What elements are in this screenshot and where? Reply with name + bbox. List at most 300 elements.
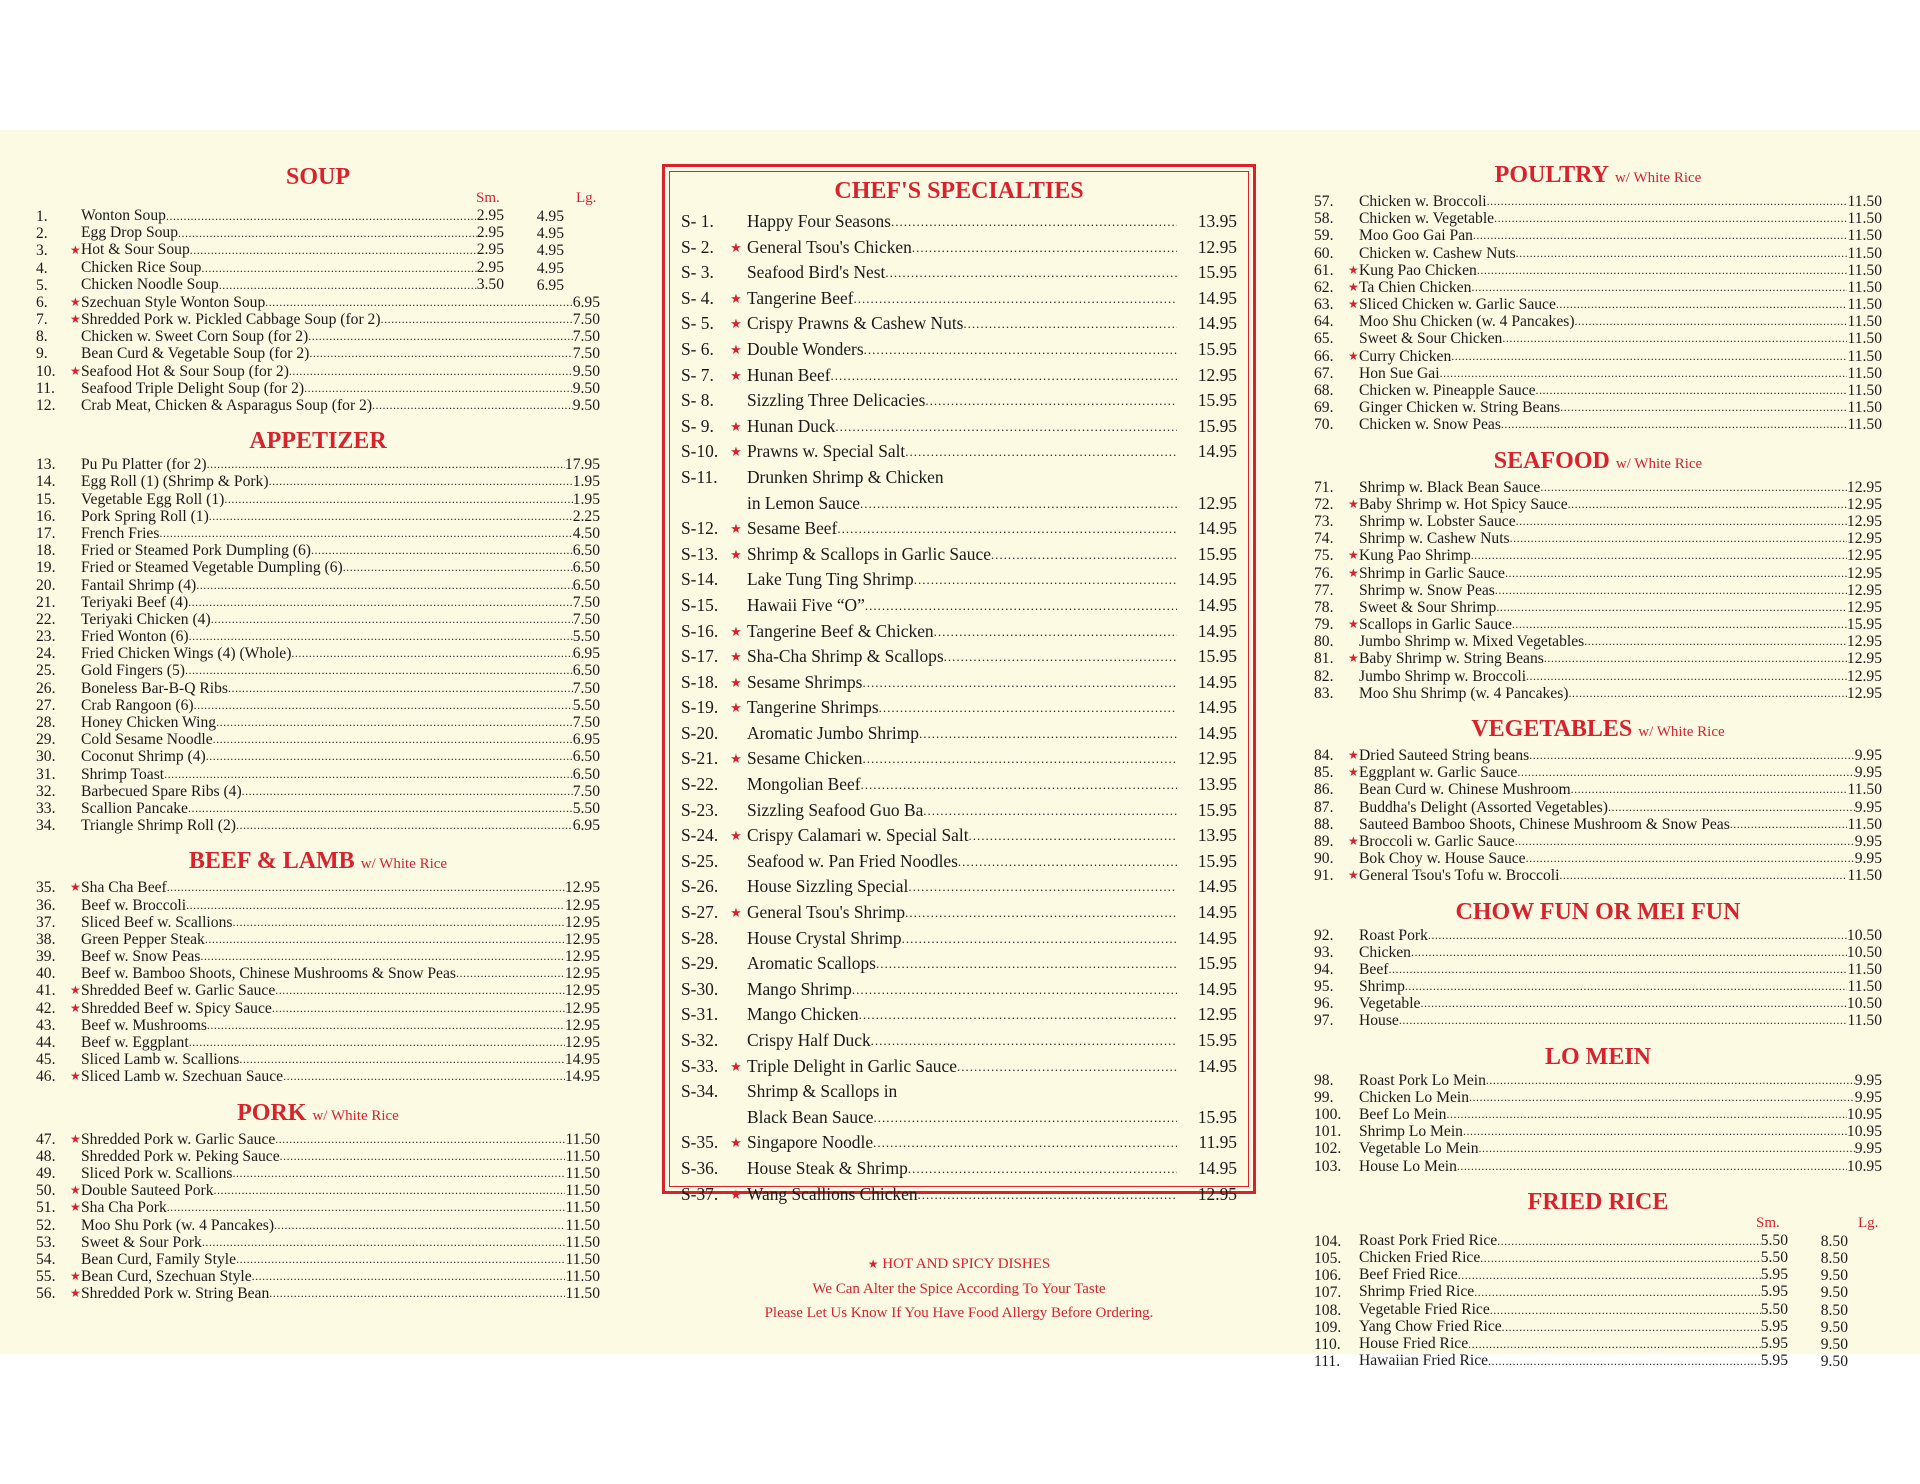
item-number: 54. [36,1250,56,1268]
item-price-small: 5.50 [1760,1248,1788,1266]
specialty-item [681,542,1237,568]
leader-dots [214,1181,566,1199]
specialty-name: Sesame Shrimps [747,671,863,692]
menu-item [1314,1302,1882,1319]
menu-item [1314,995,1882,1012]
item-number: 4. [36,259,48,277]
item-name: Fried or Steamed Pork Dumpling (6) [81,542,311,560]
spicy-star-icon: ★ [1348,496,1359,511]
spicy-star-icon: ★ [730,341,742,357]
item-price-large: 9.50 [1820,1267,1848,1285]
leader-dots [207,455,565,473]
fried-rice-title: FRIED RICE [1527,1188,1669,1215]
leader-dots [211,610,573,628]
item-price: 6.95 [572,731,600,749]
menu-item [1314,416,1882,433]
leader-dots [283,1067,565,1085]
leader-dots [304,379,573,397]
menu-item [1314,331,1882,348]
specialty-name: Crispy Half Duck [747,1030,871,1050]
item-price: 11.50 [1847,192,1882,210]
leader-dots [1536,381,1848,399]
menu-item [36,783,600,800]
leader-dots [213,730,573,748]
leader-dots [196,576,572,594]
item-price: 9.95 [1854,798,1882,816]
menu-item [36,294,600,311]
item-price: 10.50 [1846,926,1882,944]
poultry-list [1314,193,1882,434]
menu-item [1314,296,1882,313]
menu-item [36,473,600,490]
menu-item [1314,850,1882,867]
menu-item [1314,651,1882,668]
item-number: 44. [36,1034,56,1052]
leader-dots [1469,1088,1855,1106]
menu-item [1314,867,1882,884]
specialty-price: 14.95 [1197,287,1237,308]
specialty-item [681,363,1237,389]
menu-item [36,817,600,834]
item-name: Honey Chicken Wing [81,714,217,732]
item-price: 12.95 [1846,564,1882,582]
specialty-code: S-15. [681,594,719,615]
soup-sm-label: Sm. [476,190,500,206]
specialty-price: 15.95 [1197,1030,1237,1050]
item-price-large: 4.95 [536,242,564,260]
item-name: House Fried Rice [1359,1334,1469,1352]
menu-item [1314,927,1882,944]
specialty-name: Aromatic Jumbo Shrimp [747,722,919,743]
specialty-price: 13.95 [1197,825,1237,846]
item-number: 38. [36,930,56,948]
item-price: 12.95 [1846,512,1882,530]
item-price: 11.50 [1847,227,1882,245]
menu-item [36,380,600,397]
menu-item [36,680,600,697]
item-name: Shrimp w. Lobster Sauce [1359,512,1516,530]
leader-dots [1502,1318,1761,1336]
appetizer-title: APPETIZER [249,428,387,455]
item-price: 11.50 [1847,278,1882,296]
menu-item [36,525,600,542]
specialty-name: Hunan Beef [747,364,831,385]
item-price-small: 2.95 [476,224,504,242]
specialty-item [681,337,1237,363]
specialty-item [681,286,1237,312]
specialty-item [681,721,1237,747]
item-number: 103. [1314,1157,1342,1175]
item-number: 15. [36,490,56,508]
menu-item [1314,816,1882,833]
menu-item [1314,399,1882,416]
item-name: Szechuan Style Wonton Soup [81,293,266,311]
spicy-star-icon: ★ [730,700,742,716]
item-number: 26. [36,679,56,697]
menu-item [1314,210,1882,227]
menu-item [36,1034,600,1051]
specialty-code: S-32. [681,1030,719,1050]
specialty-item [681,260,1237,286]
item-price: 9.95 [1854,1088,1882,1106]
item-number: 14. [36,473,56,491]
item-price: 10.50 [1846,943,1882,961]
leader-dots [1568,495,1847,513]
beef-lamb-title: BEEF & LAMB w/ White Rice [188,848,448,875]
leader-dots [1501,415,1848,433]
menu-item [36,645,600,662]
item-number: 111. [1314,1353,1341,1371]
item-number: 102. [1314,1140,1342,1158]
item-name: Sliced Pork w. Scallions [81,1164,233,1182]
leader-dots [1468,1335,1761,1353]
item-price: 12.95 [1846,667,1882,685]
leader-dots [1556,295,1848,313]
item-name: Ginger Chicken w. String Beans [1359,399,1561,417]
item-price: 12.95 [564,965,600,983]
menu-item [1314,245,1882,262]
item-price: 12.95 [564,913,600,931]
item-number: 58. [1314,210,1334,228]
specialty-item [681,670,1237,696]
leader-dots [269,1284,565,1302]
item-price: 11.50 [565,1233,600,1251]
item-price: 9.95 [1854,747,1882,765]
right-column [1314,130,1882,1370]
spicy-star-icon: ★ [70,243,81,258]
item-number: 61. [1314,261,1334,279]
menu-item [36,879,600,896]
item-price: 11.50 [565,1182,600,1200]
chow-fun-section [1314,897,1882,1030]
leader-dots [958,848,1177,875]
leader-dots [1463,1122,1847,1140]
spicy-star-icon: ★ [1348,297,1359,312]
leader-dots [1575,312,1848,330]
spicy-star-icon: ★ [730,418,742,434]
leader-dots [166,207,477,225]
specialty-price: 14.95 [1197,313,1237,334]
item-number: 60. [1314,244,1334,262]
menu-item [36,1165,600,1182]
spicy-star-icon: ★ [70,1183,81,1198]
leader-dots [456,964,565,982]
item-price: 17.95 [564,456,600,474]
leader-dots [1490,1301,1761,1319]
leader-dots [189,1033,565,1051]
specialty-price: 14.95 [1197,671,1237,692]
specialty-item [681,235,1237,261]
leader-dots [919,720,1177,747]
specialty-price: 15.95 [1197,415,1237,436]
item-number: 22. [36,610,56,628]
leader-dots [918,1181,1177,1208]
menu-item [36,1268,600,1285]
specialty-code: S- 7. [681,364,714,385]
item-number: 109. [1314,1318,1342,1336]
leader-dots [1495,581,1847,599]
item-number: 2. [36,225,48,243]
item-name: Shrimp in Garlic Sauce [1359,564,1505,582]
appetizer-list [36,456,600,834]
leader-dots [1471,546,1847,564]
item-number: 87. [1314,798,1334,816]
spicy-star-icon: ★ [730,1135,742,1151]
specialty-name: Mango Chicken [747,1004,859,1025]
specialty-code: S- 8. [681,390,714,411]
specialty-price: 12.95 [1197,1183,1237,1204]
item-price: 12.95 [564,896,600,914]
soup-title: SOUP [285,164,350,190]
item-number: 65. [1314,330,1334,348]
menu-item [36,1051,600,1068]
item-name: Bean Curd & Vegetable Soup (for 2) [81,345,310,363]
left-column [36,130,600,1303]
item-name: Hon Sue Gai [1359,364,1440,382]
menu-item [1314,365,1882,382]
menu-item [36,1285,600,1302]
item-price: 9.95 [1854,1140,1882,1158]
item-price: 12.95 [564,999,600,1017]
specialty-item [681,951,1237,977]
item-name: Ta Chien Chicken [1359,278,1472,296]
item-price: 11.50 [1847,399,1882,417]
menu-item [36,456,600,473]
specialty-price: 15.95 [1197,953,1237,974]
item-name: Fantail Shrimp (4) [81,576,197,594]
spicy-star-icon: ★ [730,751,742,767]
item-number: 37. [36,913,56,931]
menu-item [36,208,600,225]
item-price: 10.95 [1846,1106,1882,1124]
chow-fun-list [1314,927,1882,1030]
item-price: 11.50 [565,1268,600,1286]
item-name: Pork Spring Roll (1) [81,507,209,525]
menu-item [1314,496,1882,513]
leader-dots [861,771,1178,798]
item-name: Roast Pork [1359,926,1428,944]
item-number: 85. [1314,764,1334,782]
menu-item [1314,279,1882,296]
menu-item [36,1217,600,1234]
item-number: 97. [1314,1012,1334,1030]
item-number: 3. [36,242,48,260]
menu-item [1314,1353,1882,1370]
specialty-code: S-21. [681,748,719,769]
menu-item [36,931,600,948]
menu-item [1314,685,1882,702]
specialty-name: Singapore Noodle [747,1132,874,1153]
item-number: 77. [1314,581,1334,599]
specialty-name: Sha-Cha Shrimp & Scallops [747,646,944,667]
specialty-price: 15.95 [1197,799,1237,820]
spicy-star-icon: ★ [70,1069,81,1084]
item-name: Sha Cha Beef [81,879,167,897]
item-number: 55. [36,1268,56,1286]
item-name: Bean Curd w. Chinese Mushroom [1359,781,1571,799]
item-number: 39. [36,948,56,966]
spicy-star-icon: ★ [730,444,742,460]
specialty-item [681,439,1237,465]
spicy-star-icon: ★ [730,316,742,332]
leader-dots [164,765,573,783]
menu-item [36,914,600,931]
soup-section [36,162,600,414]
item-price: 12.95 [1846,478,1882,496]
item-name: Gold Fingers (5) [81,662,185,680]
leader-dots [1510,529,1847,547]
leader-dots [862,745,1177,772]
spicy-star-icon: ★ [730,905,742,921]
item-number: 7. [36,311,48,329]
item-price: 12.95 [564,930,600,948]
menu-item [1314,565,1882,582]
item-name: Seafood Triple Delight Soup (for 2) [81,379,305,397]
item-price: 12.95 [1846,633,1882,651]
item-price: 7.50 [572,593,600,611]
item-name: Baby Shrimp w. String Beans [1359,650,1544,668]
specialty-item [681,619,1237,645]
item-price: 11.50 [1847,296,1882,314]
pork-title: PORK w/ White Rice [237,1099,399,1126]
item-price: 11.50 [565,1285,600,1303]
leader-dots [1560,398,1847,416]
specialty-item [681,491,1237,517]
spicy-star-icon: ★ [70,363,81,378]
specialty-item [681,1002,1237,1028]
menu-item [1314,382,1882,399]
specialty-price: 14.95 [1197,594,1237,615]
leader-dots [219,276,477,294]
spicy-star-icon: ★ [730,1058,742,1074]
leader-dots [194,696,573,714]
item-price: 11.50 [1847,364,1882,382]
leader-dots [167,1198,566,1216]
specialty-item [681,1105,1237,1131]
item-number: 40. [36,965,56,983]
menu-item [36,1251,600,1268]
leader-dots [275,1130,565,1148]
leader-dots [1505,564,1847,582]
item-price: 12.95 [1846,547,1882,565]
specialty-code: S- 2. [681,236,714,257]
specialty-price: 14.95 [1197,518,1237,539]
menu-item [1314,1072,1882,1089]
item-number: 24. [36,645,56,663]
leader-dots [873,1129,1177,1156]
spicy-star-icon: ★ [1348,765,1359,780]
leader-dots [944,643,1177,670]
specialty-item [681,567,1237,593]
item-number: 98. [1314,1071,1334,1089]
item-number: 94. [1314,960,1334,978]
specialty-name: General Tsou's Chicken [747,236,912,257]
leader-dots [891,208,1177,235]
item-price: 11.50 [1847,330,1882,348]
menu-item [36,628,600,645]
leader-dots [1399,1011,1848,1029]
item-price: 6.50 [572,748,600,766]
beef-lamb-section [36,846,600,1085]
item-number: 31. [36,765,56,783]
item-name: Fried or Steamed Vegetable Dumpling (6) [81,559,343,577]
menu-item [1314,799,1882,816]
leader-dots [862,669,1177,696]
specialty-price: 12.95 [1197,1004,1237,1025]
leader-dots [934,618,1177,645]
spicy-star-icon: ★ [730,521,742,537]
leader-dots [269,472,573,490]
item-price: 12.95 [564,879,600,897]
leader-dots [200,947,565,965]
item-price: 7.50 [572,311,600,329]
item-number: 84. [1314,747,1334,765]
item-number: 104. [1314,1232,1342,1250]
item-name: Crab Rangoon (6) [81,696,194,714]
item-number: 50. [36,1182,56,1200]
item-price-large: 4.95 [536,207,564,225]
spicy-star-icon: ★ [70,983,81,998]
item-name: Cold Sesame Noodle [81,731,213,749]
item-price-small: 5.50 [1760,1231,1788,1249]
item-price: 7.50 [572,345,600,363]
menu-item [1314,1233,1882,1250]
leader-dots [859,1001,1177,1028]
item-number: 34. [36,817,56,835]
leader-dots [275,981,565,999]
item-price: 14.95 [564,1068,600,1086]
vegetables-title: VEGETABLES w/ White Rice [1471,716,1725,743]
item-price-small: 5.95 [1760,1334,1788,1352]
leader-dots [1559,866,1847,884]
item-price: 10.95 [1846,1157,1882,1175]
spicy-star-icon: ★ [1348,833,1359,848]
item-price: 7.50 [572,714,600,732]
leader-dots [1480,1249,1760,1267]
item-number: 107. [1314,1284,1342,1302]
menu-item [36,559,600,576]
specialty-item [681,1079,1237,1105]
leader-dots [1526,667,1847,685]
menu-item [36,1131,600,1148]
menu-item [1314,1013,1882,1030]
specialty-code: S- 3. [681,262,714,283]
specialty-item [681,311,1237,337]
item-price: 2.25 [572,507,600,525]
specialty-code: S-19. [681,697,719,718]
specialty-code: S-34. [681,1081,719,1102]
item-name: Chicken w. Broccoli [1359,192,1487,210]
item-price-small: 2.95 [476,206,504,224]
specialty-name: Sesame Chicken [747,748,863,769]
leader-dots [188,593,573,611]
item-number: 19. [36,559,56,577]
lo-mein-title: LO MEIN [1544,1043,1651,1070]
leader-dots [189,627,573,645]
leader-dots [1529,746,1855,764]
item-name: Shrimp Fried Rice [1359,1283,1475,1301]
fried-rice-section [1314,1187,1882,1371]
item-number: 36. [36,896,56,914]
item-price-large: 4.95 [536,225,564,243]
specialty-item [681,1182,1237,1208]
item-name: Roast Pork Lo Mein [1359,1071,1486,1089]
item-number: 93. [1314,943,1334,961]
item-number: 21. [36,593,56,611]
specialty-price: 14.95 [1197,927,1237,948]
specialty-code: S- 9. [681,415,714,436]
item-number: 13. [36,456,56,474]
